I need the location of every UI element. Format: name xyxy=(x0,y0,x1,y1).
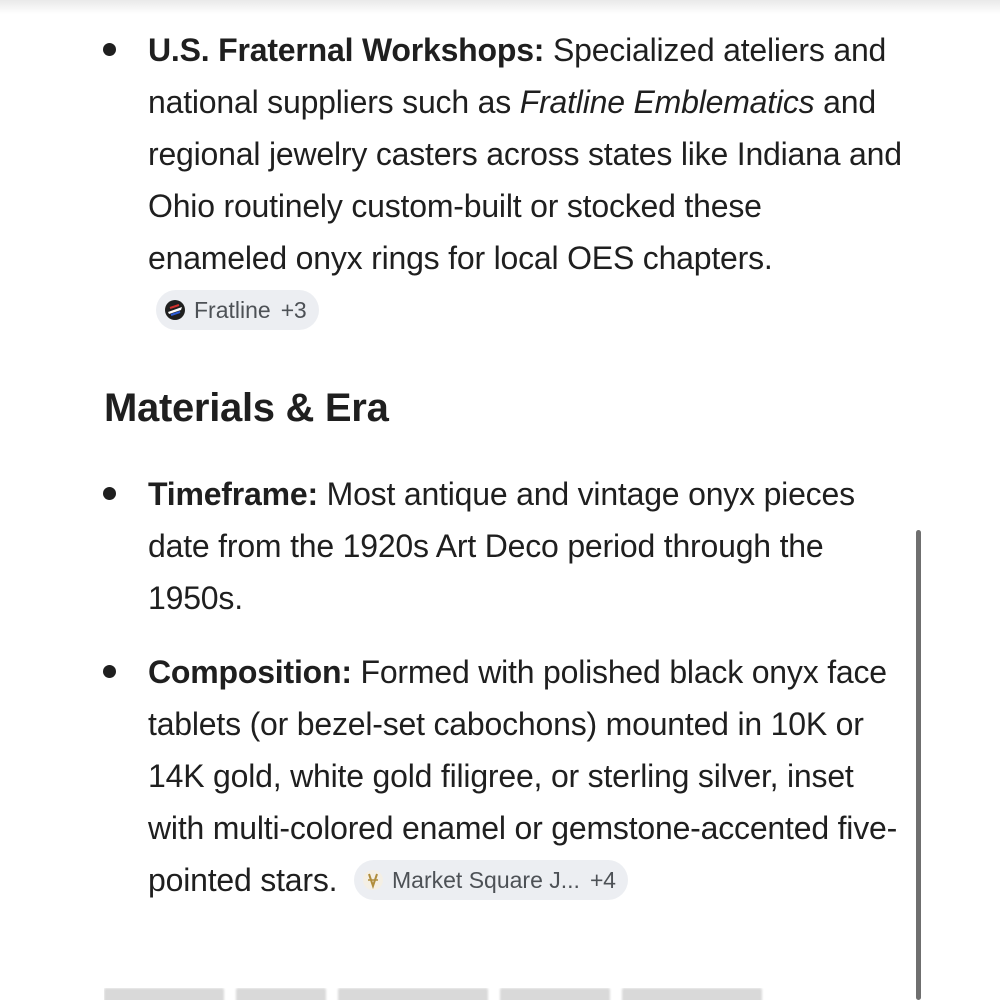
item-text: and regional jewelry casters across states like Indiana and Ohio routinely custom-built or stocked these enameled onyx rings for local OES chapters. xyxy=(148,84,902,276)
item-term: Timeframe: xyxy=(148,476,318,512)
item-term: Composition: xyxy=(148,654,352,690)
list-item-composition xyxy=(0,646,908,906)
list-item-timeframe xyxy=(0,468,908,624)
materials-list xyxy=(0,468,908,906)
source-chip-market-square[interactable] xyxy=(354,860,628,900)
item-text: Most antique and vintage onyx pieces date from the 1920s Art Deco period through the 1950s. xyxy=(148,476,855,616)
chip-label: Market Square J... xyxy=(392,866,580,893)
item-text: Formed with polished black onyx face tablets (or bezel-set cabochons) mounted in 10K or 14K gold, white gold filigree, or sterling silver, inset with multi-colored enamel or gemstone-accented five-pointed stars. xyxy=(148,654,898,898)
chip-count: +3 xyxy=(280,296,307,323)
chip-label: Fratline xyxy=(194,296,271,323)
item-italic-text: Fratline Emblematics xyxy=(519,84,815,120)
fratline-logo-icon xyxy=(164,299,186,321)
list-item-fraternal-workshops xyxy=(0,24,908,336)
bullet-dot xyxy=(103,665,116,678)
supplier-list xyxy=(0,24,908,336)
chip-count: +4 xyxy=(589,866,616,893)
section-heading: Materials & Era xyxy=(104,386,389,430)
item-text: Specialized ateliers and national suppliers such as xyxy=(148,32,887,120)
bullet-dot xyxy=(103,487,116,500)
source-chip-fratline[interactable] xyxy=(156,290,319,330)
scrollbar[interactable] xyxy=(916,530,921,1000)
market-square-logo-icon xyxy=(362,869,384,891)
cut-off-next-line xyxy=(104,988,864,1000)
bullet-dot xyxy=(103,43,116,56)
item-term: U.S. Fraternal Workshops: xyxy=(148,32,545,68)
